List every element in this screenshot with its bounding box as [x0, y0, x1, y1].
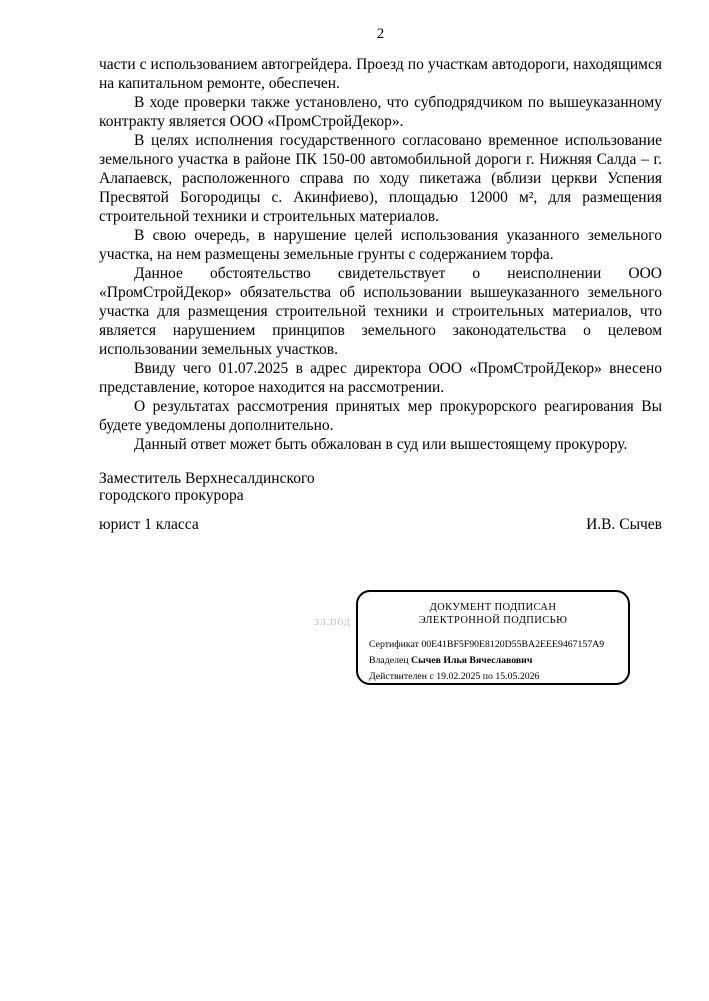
document-body [99, 55, 662, 534]
signature-rank-row [99, 515, 662, 534]
owner-label: Владелец [369, 655, 409, 666]
owner-row [369, 653, 617, 669]
body-paragraph: О результатах рассмотрения принятых мер прокурорского реагирования Вы будете уведомлены дополнительно. [99, 398, 662, 434]
owner-name: Сычев Илья Вячеславович [411, 655, 533, 666]
certificate-row [369, 637, 617, 653]
certificate-label: Сертификат [369, 639, 419, 650]
signatory-name: И.В. Сычев [586, 516, 662, 533]
stamp-title [369, 602, 617, 627]
signature-position [99, 470, 662, 504]
validity-row: Действителен с 19.02.2025 по 15.05.2026 [369, 671, 540, 682]
page-number: 2 [376, 26, 385, 42]
e-signature-watermark: эл.под [314, 614, 351, 628]
signature-rank: юрист 1 класса [99, 516, 199, 533]
body-paragraph: В свою очередь, в нарушение целей использования указанного земельного участка, на нем размещены земельные грунты с содержанием торфа. [99, 227, 662, 263]
body-paragraph: Данный ответ может быть обжалован в суд или вышестоящему прокурору. [134, 436, 628, 453]
body-paragraph: части с использованием автогрейдера. Проезд по участкам автодороги, находящимся на капитальном ремонте, обеспечен. [99, 56, 662, 92]
signature-position-line2: городского прокурора [99, 487, 244, 504]
certificate-number: 00E41BF5F90E8120D55BA2EEE9467157A9 [421, 639, 605, 650]
stamp-title-line1: ДОКУМЕНТ ПОДПИСАН [429, 602, 557, 613]
body-paragraph: Ввиду чего 01.07.2025 в адрес директора ООО «ПромСтройДекор» внесено представление, которое находится на рассмотрении. [99, 360, 662, 396]
stamp-title-line2: ЭЛЕКТРОННОЙ ПОДПИСЬЮ [418, 614, 568, 626]
body-paragraph: В ходе проверки также установлено, что субподрядчиком по вышеуказанному контракту является ООО «ПромСтройДекор». [99, 94, 662, 130]
e-signature-stamp [356, 590, 630, 685]
body-paragraph: В целях исполнения государственного согласовано временное использование земельного участка в районе ПК 150-00 автомобильной дороги г. Нижняя Салда – г. Алапаевск, расположенного справа по ходу пикетажа (вблизи церкви Успения Пресвятой Богородицы с. Акинфиево), площадью 12000 м², для размещения строительной техники и строительных материалов. [99, 132, 662, 225]
signature-position-line1: Заместитель Верхнесалдинского [99, 470, 315, 487]
body-paragraph: Данное обстоятельство свидетельствует о неисполнении ООО «ПромСтройДекор» обязательства об использовании вышеуказанного земельного участка для размещения строительной техники и строительных материалов, что является нарушением принципов земельного законодательства о целевом использовании земельных участков. [99, 265, 662, 358]
